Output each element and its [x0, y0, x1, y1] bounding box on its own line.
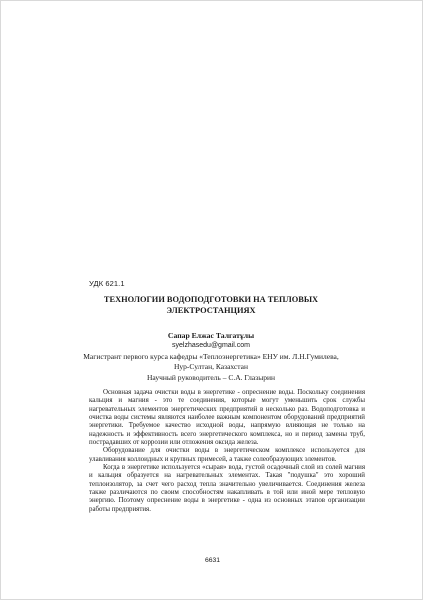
author-email: syelzhasedu@gmail.com — [172, 342, 250, 350]
author-position: Магистрант первого курса кафедры «Теплоэнергетика» ЕНУ им. Л.Н.Гумилева, — [83, 351, 339, 361]
body-text — [89, 389, 365, 514]
title-line-1: ТЕХНОЛОГИИ ВОДОПОДГОТОВКИ НА ТЕПЛОВЫХ — [103, 295, 319, 304]
paragraph-3: Когда в энергетике используется «сырая» вода, густой осадочный слой из солей магния и кальция образуется на нагревательных элементах. Такая "подушка" это хороший теплоизолятор, за счет чего расход тепла значительно увеличивается. Соединения железа также различаются по своим способностям накапливать в той или иной мере тепловую энергию. Поэтому опреснение воды в энергетике - одна из основных этапов организации работы предприятия. — [89, 464, 365, 513]
page-number: 6631 — [204, 557, 221, 564]
title-line-2: ЭЛЕКТРОСТАНЦИЯХ — [166, 306, 256, 315]
author-block — [61, 331, 361, 383]
udk-code: УДК 621.1 — [89, 279, 125, 288]
paper-title — [61, 294, 361, 316]
paragraph-2: Оборудование для очистки воды в энергетическом комплексе используется для улавливания коллоидных и крупных примесей, а также солеобразующих элементов. — [89, 447, 365, 463]
paragraph-1: Основная задача очистки воды в энергетике - опреснение воды. Поскольку соединения кальция и магния - это те соединения, которые могут уменьшить срок службы нагревательных элементов энергетических предприятий в несколько раз. Водоподготовка и очистка воды системы являются наиболее важным компонентом оборудований предприятий энергетики. Требуемое качество исходной воды, напрямую влияющая не только на надежность и эффективность всего энергетического комплекса, но и период замены труб, пострадавших от коррозии или отложения оксида железа. — [89, 389, 365, 447]
author-location: Нур-Султан, Казахстан — [174, 362, 248, 372]
author-supervisor: Научный руководитель – С.А. Глазырин — [146, 372, 276, 382]
author-name: Сапар Елжас Талгатұлы — [167, 331, 255, 340]
